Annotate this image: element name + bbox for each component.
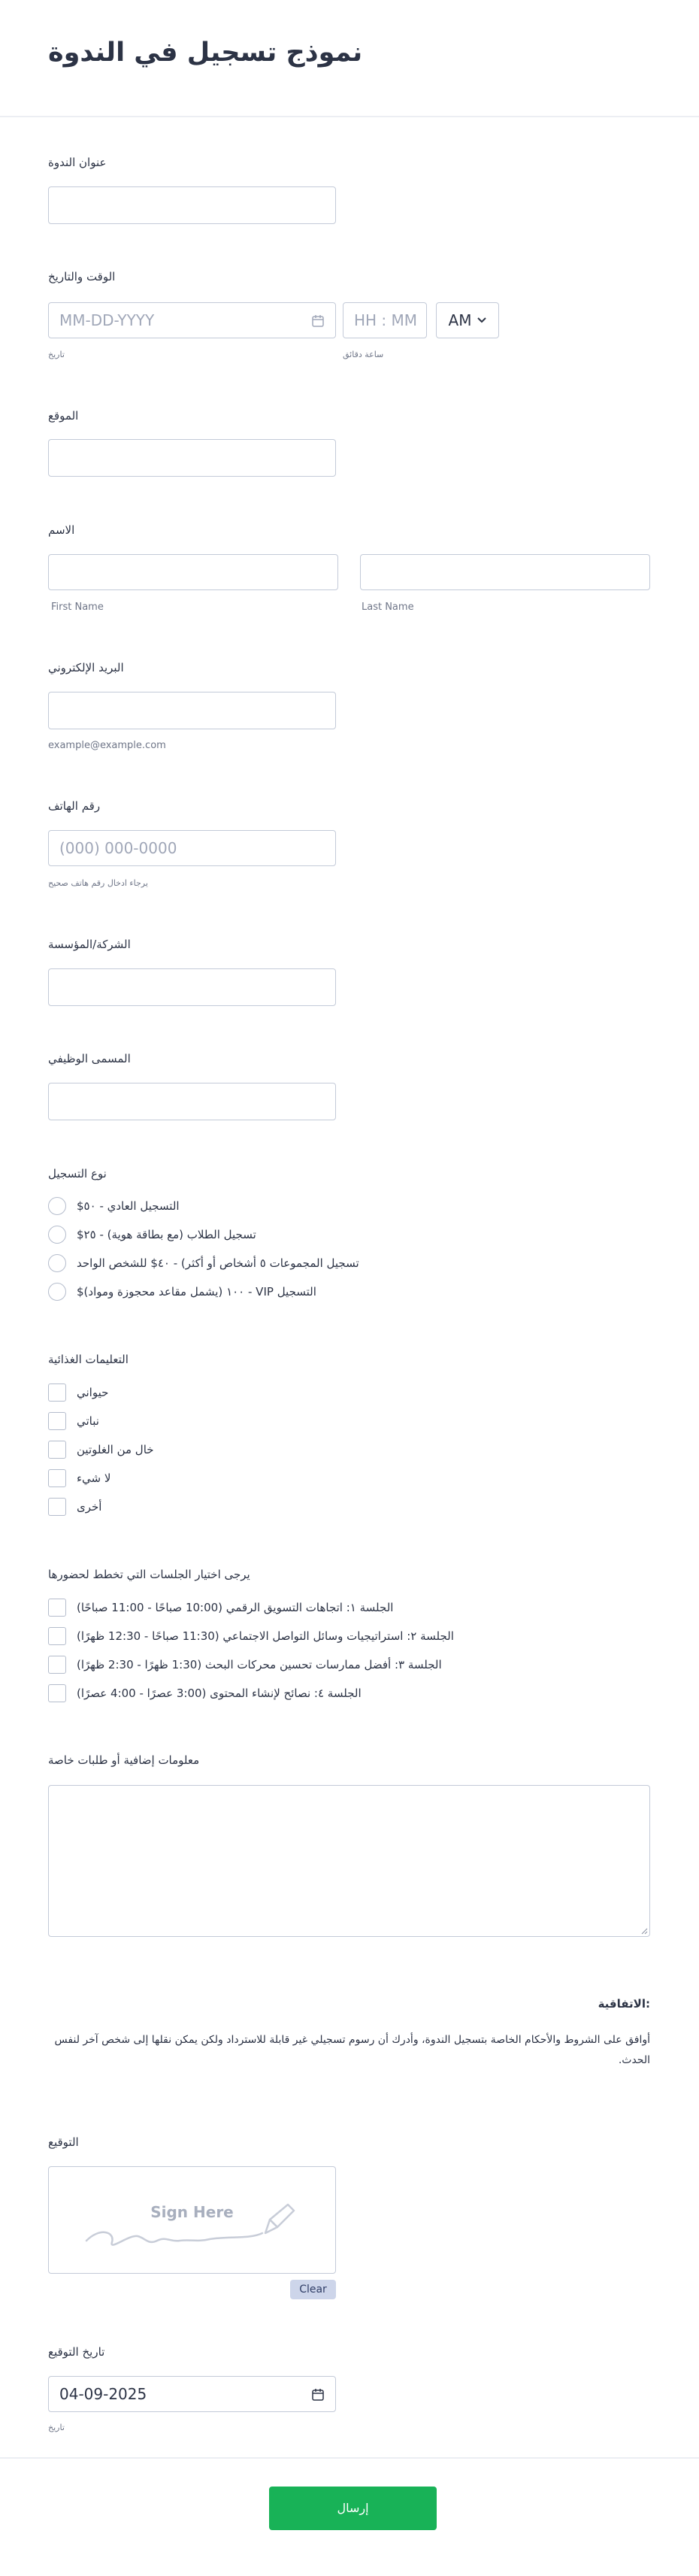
signature-date-value: 04-09-2025 — [59, 2385, 147, 2403]
agreement-heading: :الاتفاقية — [598, 1997, 650, 2011]
radio-button[interactable] — [48, 1197, 66, 1215]
signature-date-input[interactable] — [48, 2376, 336, 2412]
job-title-label: المسمى الوظيفي — [48, 1052, 131, 1065]
session-option[interactable] — [48, 1626, 454, 1646]
registration-option-label: $تسجيل الطلاب (مع بطاقة هوية) - ٢٥ — [77, 1228, 256, 1241]
dietary-option-label: لا شيء — [77, 1471, 111, 1485]
checkbox[interactable] — [48, 1656, 66, 1674]
registration-option-student[interactable] — [48, 1225, 256, 1244]
dietary-option[interactable] — [48, 1411, 99, 1431]
seminar-title-input[interactable] — [48, 186, 336, 224]
last-name-sublabel: Last Name — [362, 602, 414, 613]
phone-input[interactable] — [48, 830, 336, 866]
session-option[interactable] — [48, 1598, 393, 1617]
checkbox[interactable] — [48, 1599, 66, 1617]
time-placeholder: HH : MM — [354, 311, 418, 329]
name-label: الاسم — [48, 523, 75, 537]
dietary-option[interactable] — [48, 1468, 110, 1488]
job-title-input[interactable] — [48, 1083, 336, 1120]
registration-option-group[interactable] — [48, 1253, 359, 1273]
agreement-text: أوافق على الشروط والأحكام الخاصة بتسجيل الندوة، وأدرك أن رسوم تسجيلي غير قابلة للاسترداد ولكن يمكن نقلها إلى شخص آخر لنفس الحدث. — [54, 2034, 650, 2066]
radio-button[interactable] — [48, 1254, 66, 1272]
date-sublabel: تاريخ — [48, 350, 65, 359]
dietary-option[interactable] — [48, 1383, 108, 1402]
session-option[interactable] — [48, 1683, 362, 1703]
registration-option-vip[interactable] — [48, 1282, 316, 1302]
checkbox[interactable] — [48, 1498, 66, 1516]
dietary-option-label: حيواني — [77, 1386, 109, 1399]
session-option-label: الجلسة ٤: نصائح لإنشاء المحتوى (3:00 عصرًا - 4:00 عصرًا) — [77, 1687, 362, 1700]
email-label: البريد الإلكتروني — [48, 661, 124, 674]
header-divider — [0, 116, 699, 117]
last-name-input[interactable] — [360, 554, 650, 590]
email-sublabel: example@example.com — [48, 740, 166, 751]
seminar-title-label: عنوان الندوة — [48, 156, 107, 169]
chevron-down-icon — [477, 317, 486, 323]
date-placeholder: MM-DD-YYYY — [59, 311, 155, 329]
location-label: الموقع — [48, 409, 79, 423]
ampm-value: AM — [448, 311, 472, 329]
sessions-label: يرجى اختيار الجلسات التي تخطط لحضورها — [48, 1568, 250, 1581]
registration-option-label: $التسجيل العادي - ٥٠ — [77, 1199, 180, 1213]
first-name-sublabel: First Name — [51, 602, 104, 613]
checkbox[interactable] — [48, 1412, 66, 1430]
dietary-option[interactable] — [48, 1440, 154, 1459]
date-input[interactable] — [48, 302, 336, 338]
phone-placeholder: (000) 000-0000 — [59, 839, 177, 857]
radio-button[interactable] — [48, 1283, 66, 1301]
location-input[interactable] — [48, 439, 336, 477]
dietary-option-label: نباتي — [77, 1414, 99, 1428]
registration-option-label: $١٠٠ (يشمل مقاعد محجوزة ومواد) - VIP التسجيل — [77, 1285, 316, 1299]
ampm-select[interactable] — [436, 302, 499, 338]
page-title: نموذج تسجيل في الندوة — [48, 38, 363, 68]
checkbox[interactable] — [48, 1441, 66, 1459]
calendar-icon[interactable] — [311, 2388, 325, 2402]
company-label: الشركة/المؤسسة — [48, 938, 131, 951]
signature-placeholder: Sign Here — [150, 2203, 234, 2221]
datetime-label: الوقت والتاريخ — [48, 270, 116, 283]
email-input[interactable] — [48, 692, 336, 729]
dietary-option[interactable] — [48, 1497, 101, 1517]
signature-scribble-icon — [85, 2197, 303, 2250]
notes-textarea[interactable] — [48, 1785, 650, 1937]
registration-type-label: نوع التسجيل — [48, 1167, 107, 1180]
first-name-input[interactable] — [48, 554, 338, 590]
session-option[interactable] — [48, 1655, 442, 1674]
time-sublabel: ساعة دقائق — [343, 350, 384, 359]
dietary-label: التعليمات الغذائية — [48, 1353, 129, 1366]
checkbox[interactable] — [48, 1627, 66, 1645]
signature-date-sublabel: تاريخ — [48, 2423, 65, 2432]
signature-pad[interactable] — [48, 2166, 336, 2274]
session-option-label: الجلسة ١: اتجاهات التسويق الرقمي (10:00 صباحًا - 11:00 صباحًا) — [77, 1601, 394, 1614]
dietary-option-label: خال من الغلوتين — [77, 1443, 154, 1456]
company-input[interactable] — [48, 968, 336, 1006]
submit-button[interactable]: إرسال — [269, 2487, 437, 2530]
checkbox[interactable] — [48, 1383, 66, 1402]
calendar-icon[interactable] — [311, 314, 325, 328]
signature-label: التوقيع — [48, 2135, 79, 2149]
registration-option-regular[interactable] — [48, 1196, 180, 1216]
signature-date-label: تاريخ التوقيع — [48, 2345, 105, 2359]
checkbox[interactable] — [48, 1469, 66, 1487]
checkbox[interactable] — [48, 1684, 66, 1702]
phone-label: رقم الهاتف — [48, 799, 101, 813]
phone-sublabel: يرجاء ادخال رقم هاتف صحيح — [48, 878, 148, 888]
resize-handle-icon[interactable] — [640, 1927, 648, 1935]
radio-button[interactable] — [48, 1226, 66, 1244]
session-option-label: الجلسة ٣: أفضل ممارسات تحسين محركات البحث (1:30 ظهرًا - 2:30 ظهرًا) — [77, 1658, 442, 1671]
session-option-label: الجلسة ٢: استراتيجيات وسائل التواصل الاجتماعي (11:30 صباحًا - 12:30 ظهرًا) — [77, 1629, 454, 1643]
time-input[interactable] — [343, 302, 427, 338]
clear-signature-button[interactable]: Clear — [290, 2280, 336, 2299]
footer-divider — [0, 2457, 699, 2459]
dietary-option-label: أخرى — [77, 1500, 102, 1514]
registration-option-label: تسجيل المجموعات ٥ أشخاص أو أكثر) - ٤٠$ للشخص الواحد — [77, 1256, 359, 1270]
notes-label: معلومات إضافية أو طلبات خاصة — [48, 1753, 200, 1767]
